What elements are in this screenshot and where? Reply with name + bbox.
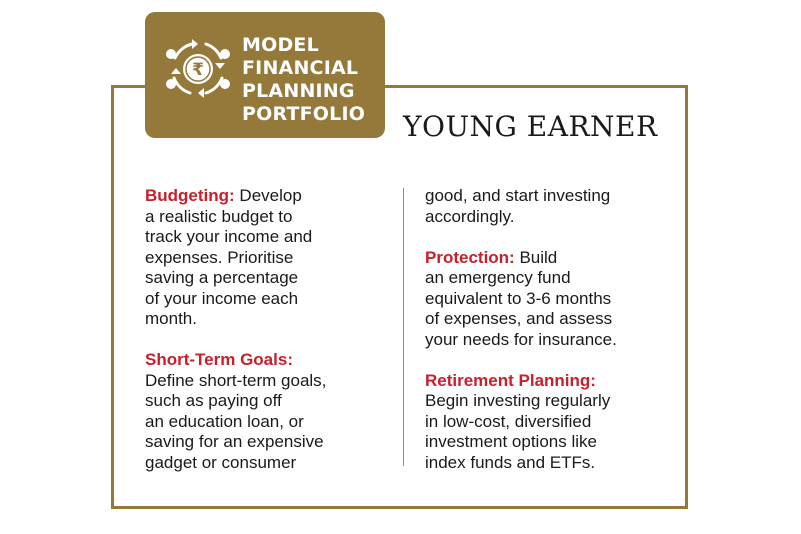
continuation-line: accordingly. [425,206,515,226]
right-column [425,186,670,473]
section-gap [425,350,670,371]
section-gap [145,330,377,351]
rupee-cycle-icon [159,30,237,108]
budgeting-heading: Budgeting: [145,186,235,205]
badge-title [242,34,365,126]
portfolio-badge [145,12,385,138]
short-term-goals-section [145,350,377,473]
budgeting-text: of your income each [145,288,299,308]
protection-text: Build [514,247,558,267]
budgeting-text: a realistic budget to [145,206,293,226]
budgeting-text: track your income and [145,227,313,246]
budgeting-text: expenses. Prioritise [145,247,294,267]
protection-text: an emergency fund [425,268,571,287]
left-column [145,186,377,473]
budgeting-section [145,186,377,330]
short-term-goals-text: an education loan, or [145,411,304,431]
badge-title-line: PLANNING [242,80,355,102]
protection-text: of expenses, and assess [425,309,613,328]
budgeting-text: month. [145,309,197,328]
short-term-goals-text: Define short-term goals, [145,370,327,390]
short-term-goals-heading: Short-Term Goals: [145,350,293,369]
short-term-goals-text: saving for an expensive [145,432,324,451]
protection-section [425,248,670,351]
short-term-goals-text: gadget or consumer [145,452,297,472]
retirement-planning-heading: Retirement Planning: [425,370,596,390]
protection-heading: Protection: [425,247,515,267]
retirement-planning-text: in low-cost, diversified [425,411,592,431]
short-term-goals-text: such as paying off [145,391,282,410]
badge-title-line: FINANCIAL [242,57,359,79]
retirement-planning-text: Begin investing regularly [425,391,611,410]
page-title: YOUNG EARNER [403,110,658,143]
svg-text:₹: ₹ [192,60,204,80]
continuation-line: good, and start investing [425,186,611,205]
budgeting-first-line [145,186,377,207]
continuation-text [425,186,670,227]
protection-text: equivalent to 3-6 months [425,288,612,308]
budgeting-text: saving a percentage [145,268,299,287]
retirement-planning-section [425,371,670,474]
badge-title-line: PORTFOLIO [242,103,366,125]
badge-title-line: MODEL [242,34,319,56]
protection-first-line [425,248,670,269]
protection-text: your needs for insurance. [425,329,617,349]
retirement-planning-text: index funds and ETFs. [425,452,596,472]
retirement-planning-text: investment options like [425,432,597,451]
section-gap [425,227,670,248]
budgeting-text: Develop [234,186,302,205]
column-divider [403,188,404,466]
